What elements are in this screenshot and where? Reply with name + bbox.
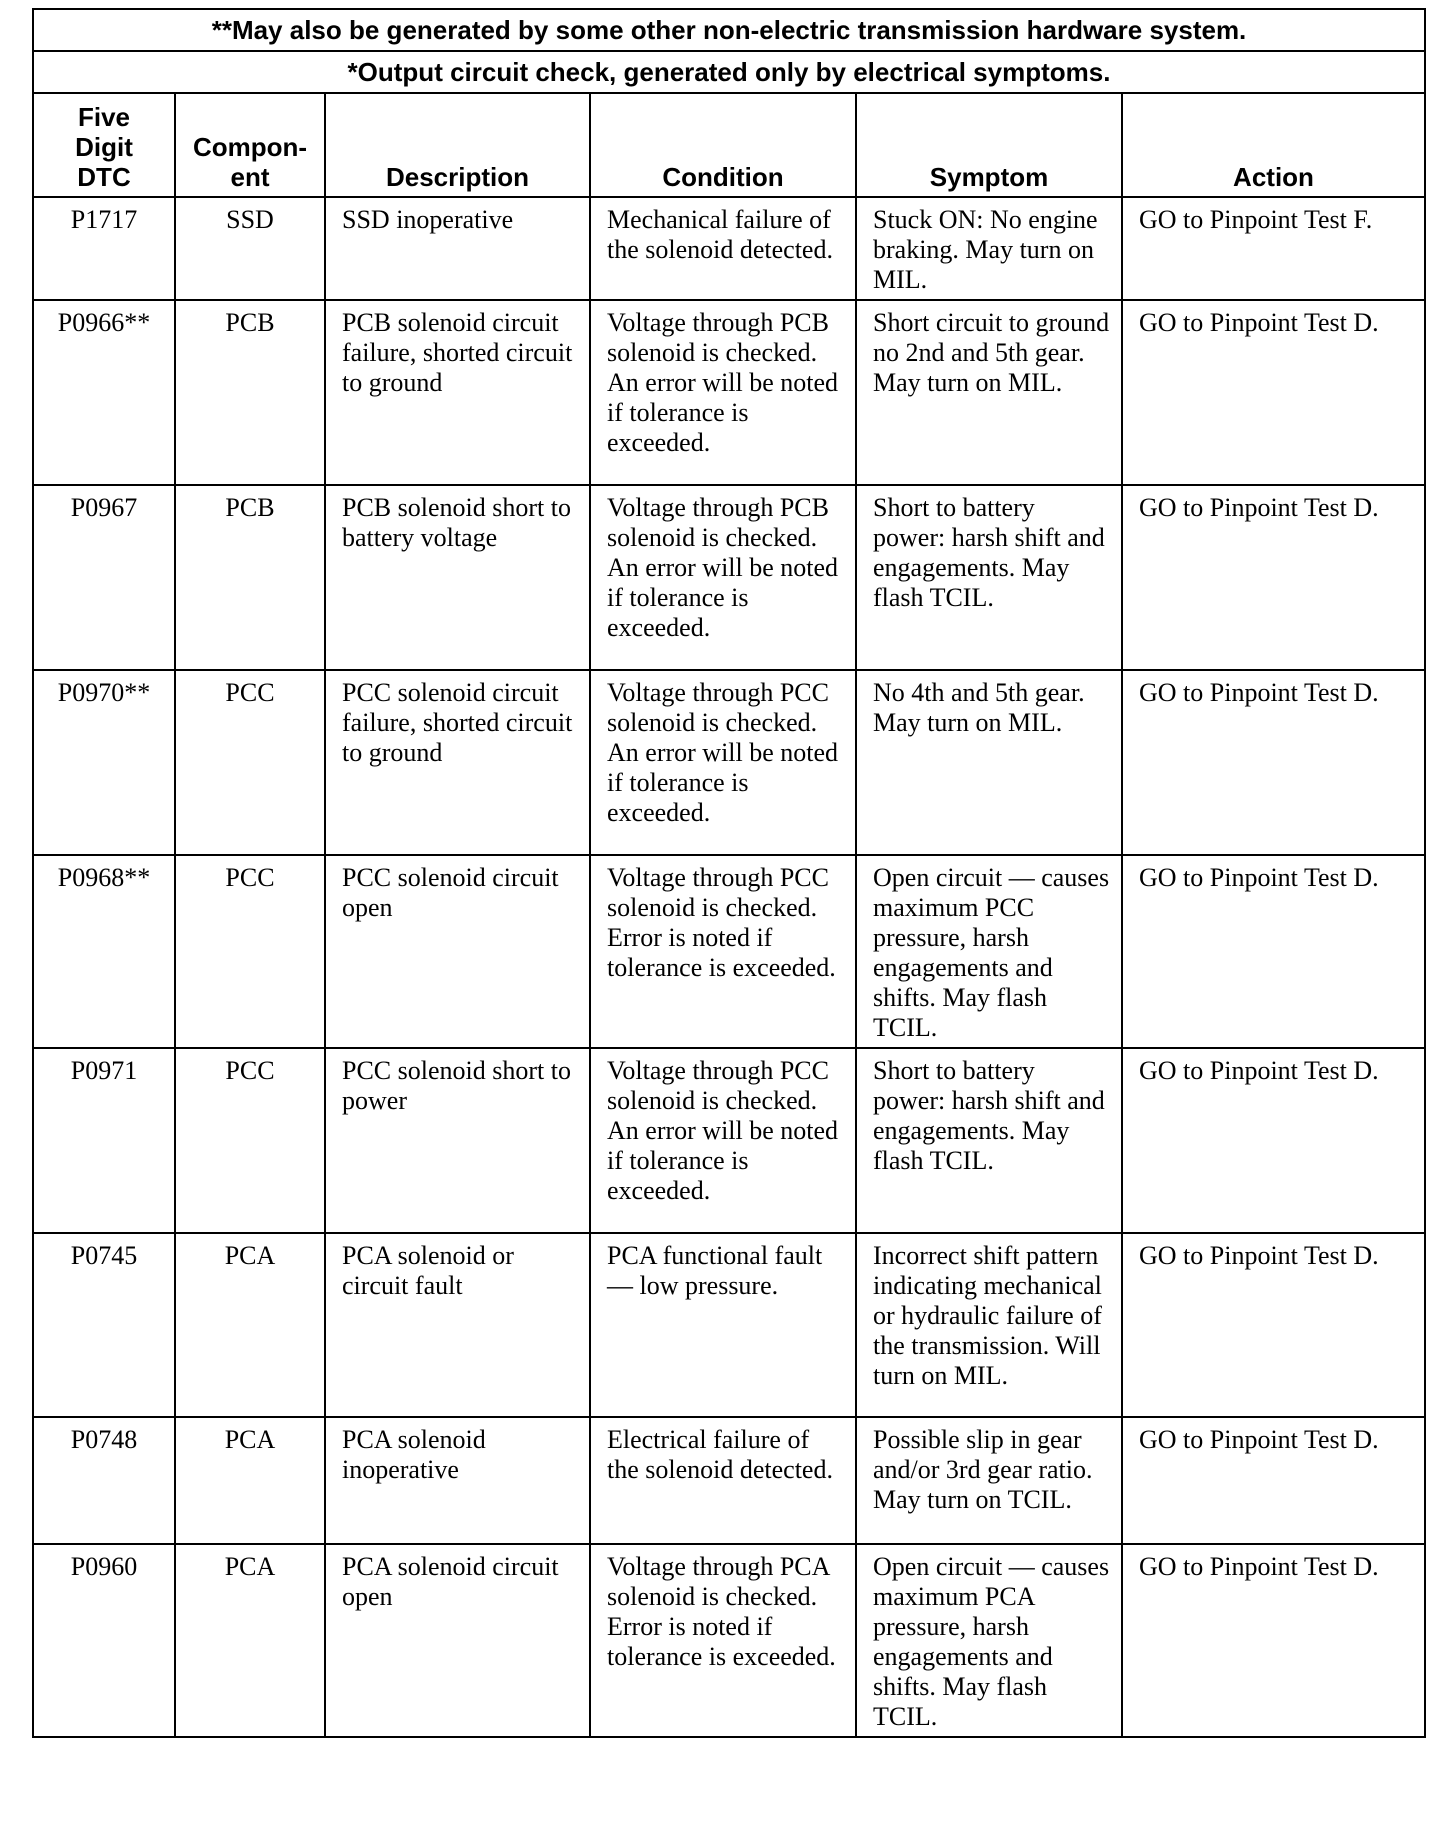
- condition-cell: Voltage through PCA solenoid is checked. Error is noted if tolerance is exceeded.: [590, 1544, 856, 1737]
- symptom-cell: Open circuit — causes maximum PCC pressure, harsh engagements and shifts. May flash TCIL.: [856, 855, 1122, 1048]
- condition-cell: Voltage through PCB solenoid is checked. An error will be noted if tolerance is exceeded.: [590, 485, 856, 670]
- description-cell: PCC solenoid short to power: [325, 1048, 590, 1233]
- dtc-cell: P0970**: [33, 670, 175, 855]
- footnote-single-asterisk: *Output circuit check, generated only by electrical symptoms.: [33, 51, 1425, 93]
- dtc-table-page: [32, 8, 1424, 1738]
- note-row: [33, 51, 1425, 93]
- action-cell: GO to Pinpoint Test D.: [1122, 1048, 1425, 1233]
- description-cell: PCC solenoid circuit failure, shorted circuit to ground: [325, 670, 590, 855]
- note-row: [33, 9, 1425, 51]
- dtc-cell: P0748: [33, 1417, 175, 1544]
- condition-cell: Voltage through PCC solenoid is checked. An error will be noted if tolerance is exceeded.: [590, 1048, 856, 1233]
- symptom-cell: Stuck ON: No engine braking. May turn on MIL.: [856, 197, 1122, 300]
- symptom-cell: Possible slip in gear and/or 3rd gear ratio. May turn on TCIL.: [856, 1417, 1122, 1544]
- column-header-component: Compon- ent: [175, 93, 325, 197]
- symptom-cell: Short circuit to ground no 2nd and 5th gear. May turn on MIL.: [856, 300, 1122, 485]
- condition-cell: PCA functional fault — low pressure.: [590, 1233, 856, 1417]
- action-cell: GO to Pinpoint Test F.: [1122, 197, 1425, 300]
- table-row: [33, 1417, 1425, 1544]
- dtc-cell: P0971: [33, 1048, 175, 1233]
- symptom-cell: Short to battery power: harsh shift and engagements. May flash TCIL.: [856, 485, 1122, 670]
- action-cell: GO to Pinpoint Test D.: [1122, 670, 1425, 855]
- component-cell: PCC: [175, 855, 325, 1048]
- component-cell: PCB: [175, 485, 325, 670]
- dtc-cell: P0960: [33, 1544, 175, 1737]
- table-row: [33, 1544, 1425, 1737]
- component-cell: PCA: [175, 1544, 325, 1737]
- dtc-cell: P0966**: [33, 300, 175, 485]
- action-cell: GO to Pinpoint Test D.: [1122, 855, 1425, 1048]
- symptom-cell: No 4th and 5th gear. May turn on MIL.: [856, 670, 1122, 855]
- action-cell: GO to Pinpoint Test D.: [1122, 1233, 1425, 1417]
- table-row: [33, 485, 1425, 670]
- table-row: [33, 855, 1425, 1048]
- condition-cell: Voltage through PCC solenoid is checked. An error will be noted if tolerance is exceeded.: [590, 670, 856, 855]
- action-cell: GO to Pinpoint Test D.: [1122, 1417, 1425, 1544]
- table-row: [33, 197, 1425, 300]
- action-cell: GO to Pinpoint Test D.: [1122, 300, 1425, 485]
- description-cell: SSD inoperative: [325, 197, 590, 300]
- column-header-action: Action: [1122, 93, 1425, 197]
- dtc-table: [32, 8, 1426, 1738]
- header-row: [33, 93, 1425, 197]
- action-cell: GO to Pinpoint Test D.: [1122, 1544, 1425, 1737]
- column-header-dtc: Five Digit DTC: [33, 93, 175, 197]
- dtc-cell: P0968**: [33, 855, 175, 1048]
- column-header-description: Description: [325, 93, 590, 197]
- symptom-cell: Short to battery power: harsh shift and engagements. May flash TCIL.: [856, 1048, 1122, 1233]
- component-cell: PCA: [175, 1233, 325, 1417]
- table-row: [33, 1233, 1425, 1417]
- description-cell: PCA solenoid circuit open: [325, 1544, 590, 1737]
- condition-cell: Mechanical failure of the solenoid detected.: [590, 197, 856, 300]
- component-cell: SSD: [175, 197, 325, 300]
- footnote-double-asterisk: **May also be generated by some other non-electric transmission hardware system.: [33, 9, 1425, 51]
- component-cell: PCA: [175, 1417, 325, 1544]
- condition-cell: Voltage through PCB solenoid is checked. An error will be noted if tolerance is exceeded.: [590, 300, 856, 485]
- table-row: [33, 1048, 1425, 1233]
- description-cell: PCB solenoid short to battery voltage: [325, 485, 590, 670]
- symptom-cell: Open circuit — causes maximum PCA pressure, harsh engagements and shifts. May flash TCIL.: [856, 1544, 1122, 1737]
- condition-cell: Electrical failure of the solenoid detected.: [590, 1417, 856, 1544]
- condition-cell: Voltage through PCC solenoid is checked. Error is noted if tolerance is exceeded.: [590, 855, 856, 1048]
- dtc-cell: P0745: [33, 1233, 175, 1417]
- component-cell: PCC: [175, 1048, 325, 1233]
- component-cell: PCB: [175, 300, 325, 485]
- dtc-cell: P0967: [33, 485, 175, 670]
- table-row: [33, 300, 1425, 485]
- component-cell: PCC: [175, 670, 325, 855]
- column-header-symptom: Symptom: [856, 93, 1122, 197]
- description-cell: PCA solenoid inoperative: [325, 1417, 590, 1544]
- description-cell: PCC solenoid circuit open: [325, 855, 590, 1048]
- dtc-cell: P1717: [33, 197, 175, 300]
- symptom-cell: Incorrect shift pattern indicating mechanical or hydraulic failure of the transmission. Will turn on MIL.: [856, 1233, 1122, 1417]
- table-row: [33, 670, 1425, 855]
- column-header-condition: Condition: [590, 93, 856, 197]
- description-cell: PCB solenoid circuit failure, shorted circuit to ground: [325, 300, 590, 485]
- action-cell: GO to Pinpoint Test D.: [1122, 485, 1425, 670]
- description-cell: PCA solenoid or circuit fault: [325, 1233, 590, 1417]
